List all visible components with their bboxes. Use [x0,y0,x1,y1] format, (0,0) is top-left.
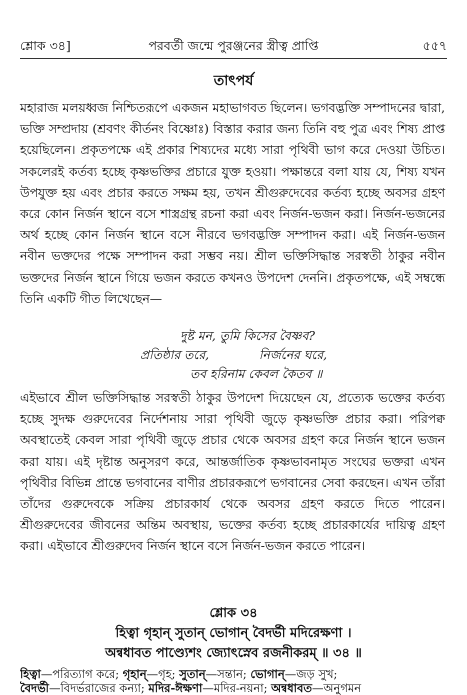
song-line-2b: নির্জনের ঘরে, [259,348,328,362]
synonym-word: ভোগান্ [250,667,285,681]
synonym-meaning: —সন্তান; [205,667,251,681]
synonym-meaning: —অনুগমন [312,681,362,695]
word-for-word-synonyms [20,667,445,695]
purport-paragraph-2 [20,388,445,558]
song-line-2 [20,346,445,365]
synonym-meaning: —বিদর্ভরাজের কন্যা; [48,681,149,695]
header-divider [20,58,447,59]
song-line-1: দুষ্ট মন, তুমি কিসের বৈষ্ণব? [180,329,316,343]
song-line-3: তব হরিনাম কেবল কৈতব ॥ [190,367,323,381]
verse-line-1: হিত্বা গৃহান্ সুতান্ ভোগান্ বৈদর্ভী মদিরেক্ষণা । [115,626,352,641]
synonym-word: গৃহান্ [122,667,147,681]
header-verse-ref: শ্লোক ৩৪] [20,38,71,53]
purport-heading: তাৎপর্য [213,73,254,89]
synonym-word: বৈদর্ভী [20,681,49,695]
song-line-2a: প্রতিষ্ঠার তরে, [140,348,210,362]
verse-text [20,624,447,664]
synonyms-line-1 [20,667,445,681]
synonym-meaning: —পরিত্যাগ করে; [40,667,123,681]
verse-title: শ্লোক ৩৪ [209,606,258,621]
paragraph-1-text: মহারাজ মলয়ধ্বজ নিশ্চিতরূপে একজন মহাভাগবত ছিলেন। ভগবদ্ভক্তি সম্পাদনের দ্বারা, ভক্তি সম্প্রদায় (শ্রবণং কীর্তনং বিষ্ণোঃ) বিস্তার করার জন্য তিনি বহু পুত্র এবং শিষ্য প্রাপ্ত হয়েছিলেন। প্রকৃতপক্ষে এই প্রকার শিষ্যদের মধ্যে সারা পৃথিবী ভাগ করে দেওয়া উচিত। সকলেরই কর্তব্য হচ্ছে কৃষ্ণভক্তির প্রচারে যুক্ত হওয়া। পক্ষান্তরে বলা যায় যে, শিষ্য যখন উপযুক্ত হয় এবং প্রচার করতে সক্ষম হয়, তখন শ্রীগুরুদেবের কর্তব্য হচ্ছে অবসর গ্রহণ করে কোন নির্জন স্থানে বসে শাস্ত্রগ্রন্থ রচনা করা এবং নির্জন-ভজন করা। নির্জন-ভজনের অর্থ হচ্ছে কোন নির্জন স্থানে বসে নীরবে ভগবদ্ভক্তি সম্পাদন করা। এই নির্জন-ভজন নবীন ভক্তদের পক্ষে সম্পাদন করা সম্ভব নয়। শ্রীল ভক্তিসিদ্ধান্ত সরস্বতী ঠাকুর নবীন ভক্তদের নির্জন স্থানে গিয়ে ভজন করতে কখনও উপদেশ দেননি। প্রকৃতপক্ষে, এই সম্বন্ধে তিনি একটি গীত লিখেছেন— [20,101,445,306]
synonym-word: অন্বধাবত [271,681,313,695]
synonym-meaning: —মদির-নয়না; [202,681,272,695]
verse-line-2: অন্বধাবত পাণ্ড্যেশং জ্যোৎস্নেব রজনীকরম্ ॥ ৩৪ ॥ [105,646,362,661]
synonym-word: সুতান্ [179,667,206,681]
synonym-word: হিত্বা [20,667,41,681]
paragraph-2-text: এইভাবে শ্রীল ভক্তিসিদ্ধান্ত সরস্বতী ঠাকুর উপদেশ দিয়েছেন যে, প্রত্যেক ভক্তের কর্তব্য হচ্ছে সুদক্ষ গুরুদেবের নির্দেশনায় সারা পৃথিবী জুড়ে কৃষ্ণভক্তি প্রচার করা। পরিপক্ব অবস্থাতেই কেবল সারা পৃথিবী জুড়ে প্রচার থেকে অবসর গ্রহণ করে নির্জন স্থানে ভজন করা যায়। এই দৃষ্টান্ত অনুসরণ করে, আন্তর্জাতিক কৃষ্ণভাবনামৃত সংঘের ভক্তরা এখন পৃথিবীর বিভিন্ন প্রান্তে ভগবানের বাণীর প্রচারকরূপে ভগবানের সেবা করছেন। এখন তাঁরা তাঁদের গুরুদেবকে সক্রিয় প্রচারকার্য থেকে অবসর গ্রহণ করতে দিতে পারেন। শ্রীগুরুদেবের জীবনের অন্তিম অবস্থায়, ভক্তের কর্তব্য হচ্ছে প্রচারকার্যের দায়িত্ব গ্রহণ করা। এইভাবে শ্রীগুরুদেব নির্জন স্থানে বসে নির্জন-ভজন করতে পারেন। [20,391,445,554]
song-quote [20,327,445,384]
synonyms-line-2 [20,681,445,695]
synonym-word: মদির-ঈক্ষণা [148,681,203,695]
running-header [20,36,447,56]
purport-paragraph-1 [20,98,445,310]
synonym-meaning: —জড় সুখ; [284,667,338,681]
header-title: পরবর্তী জন্মে পুরঞ্জনের স্ত্রীত্ব প্রাপ্তি [148,38,319,53]
page-number: ৫৫৭ [422,38,447,53]
synonym-meaning: —গৃহ; [146,667,180,681]
